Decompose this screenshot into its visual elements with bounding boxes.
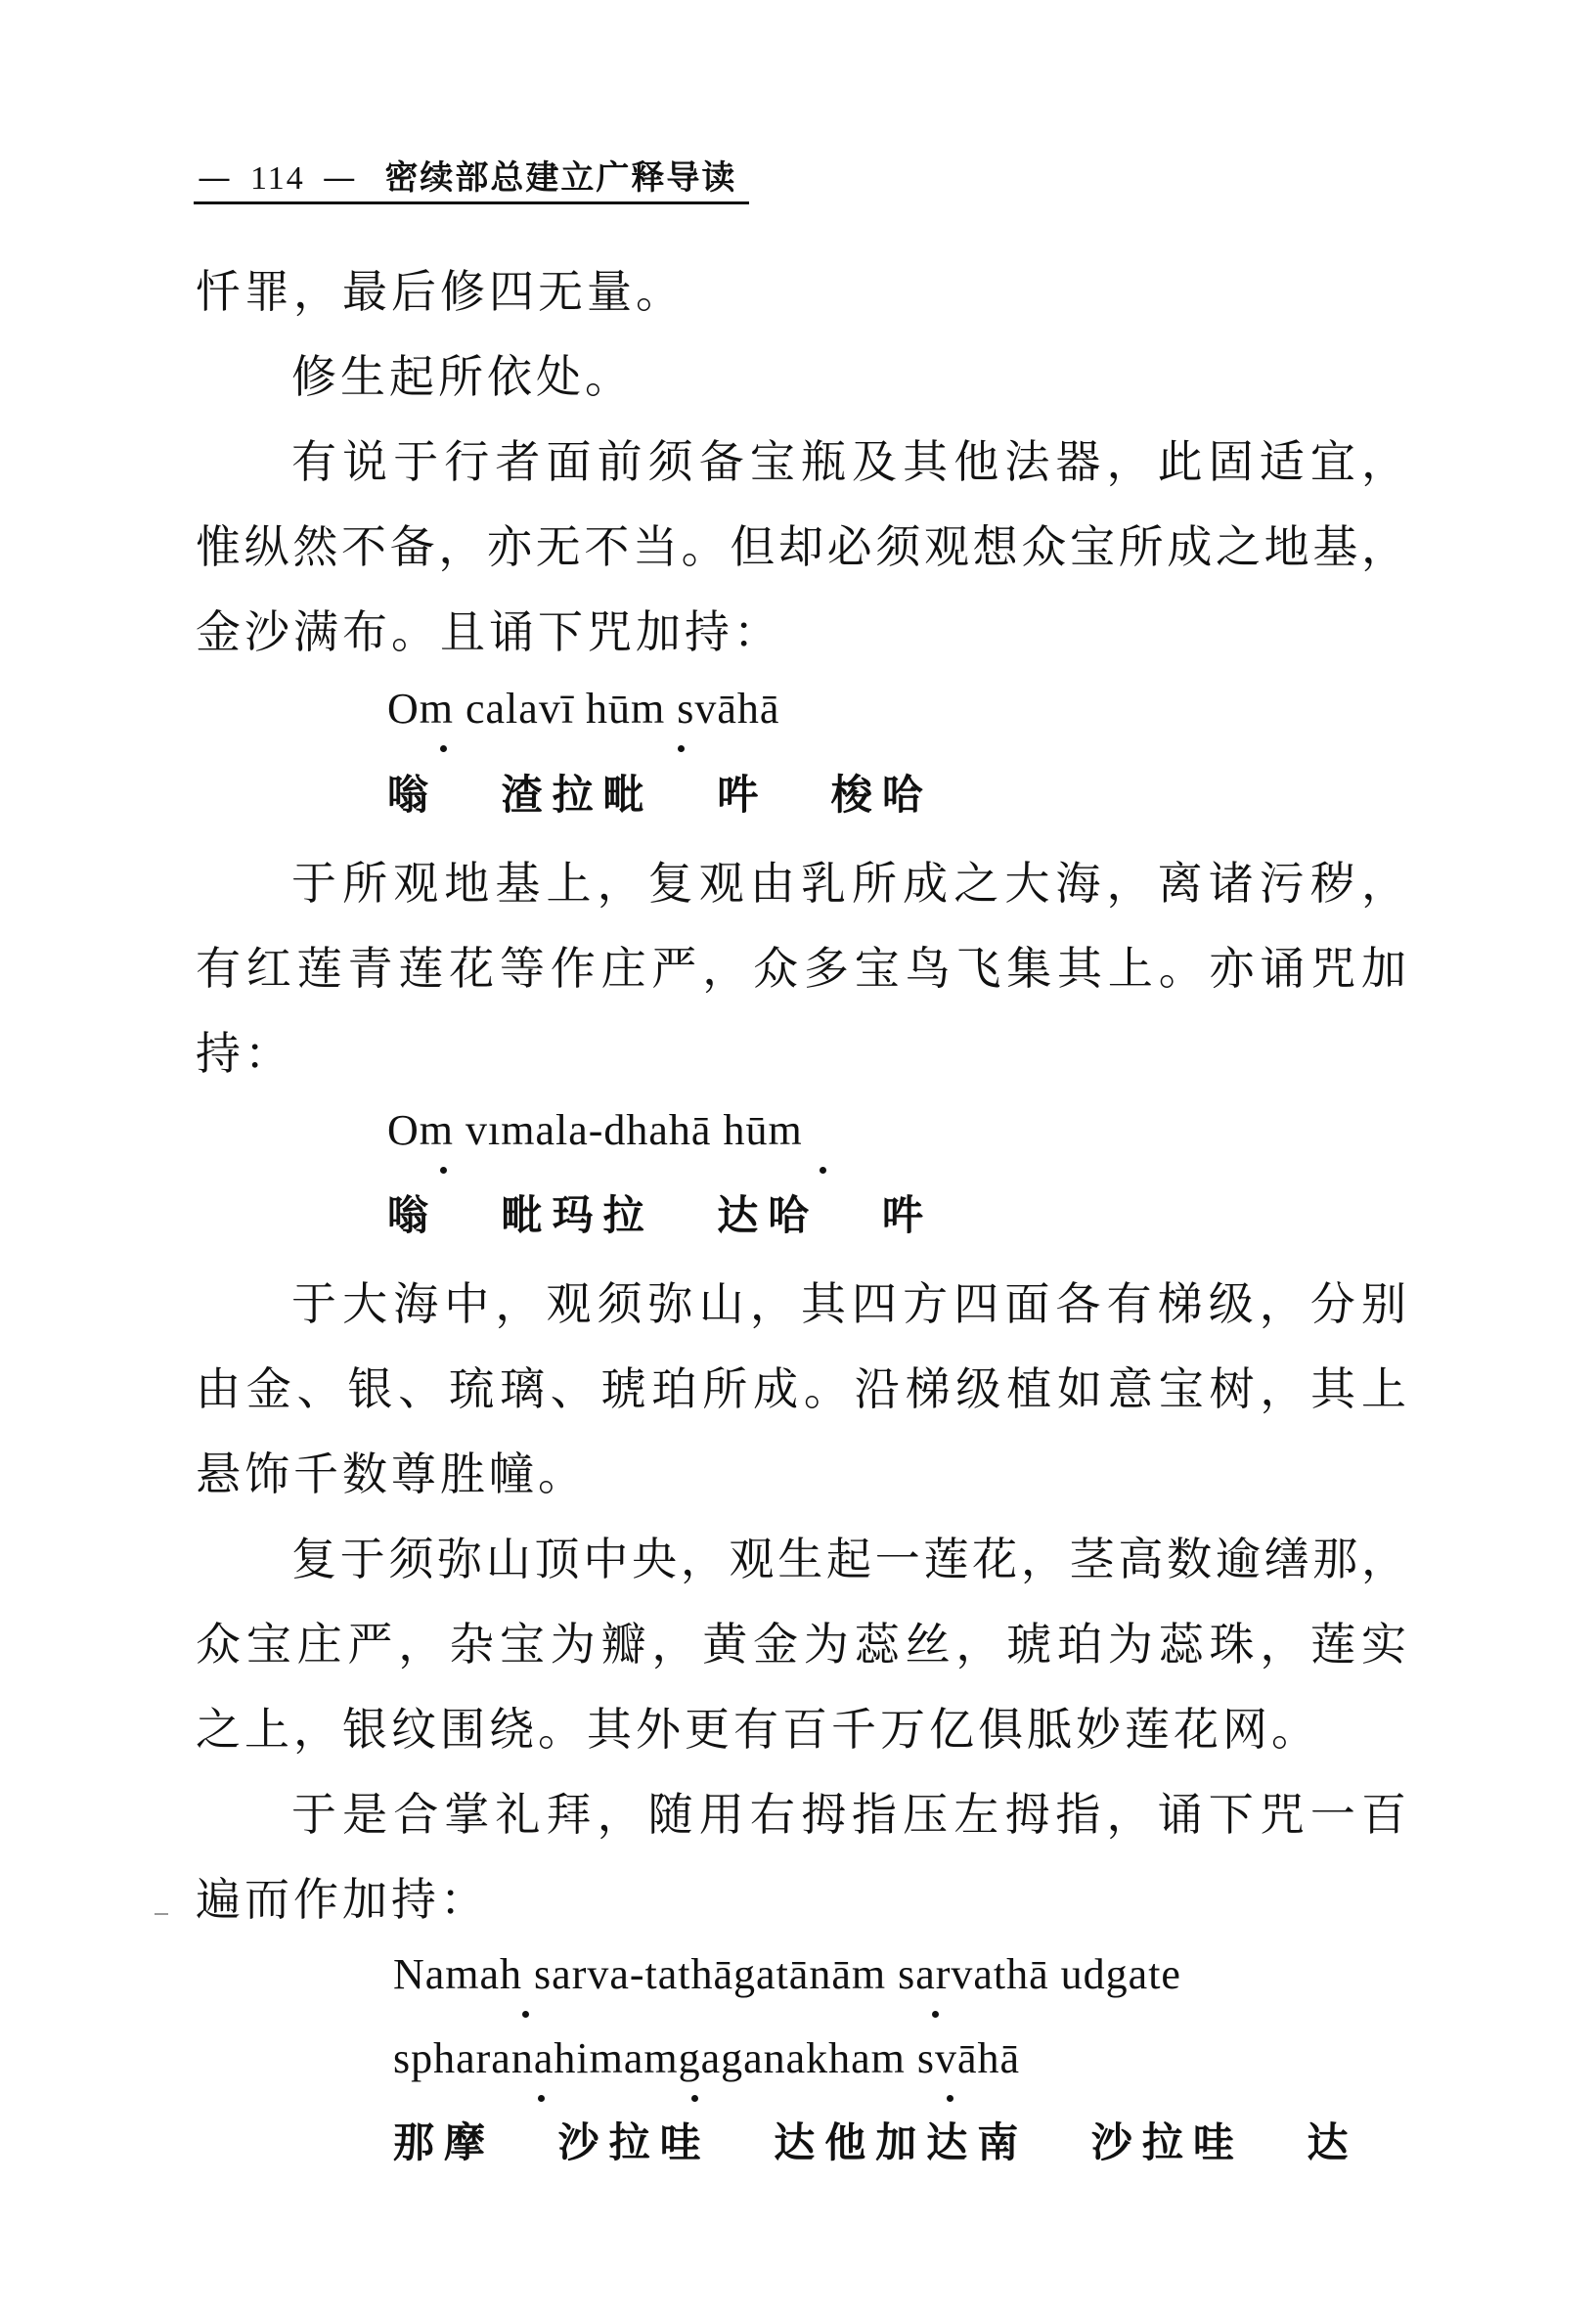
text-line: 持： [196, 1027, 293, 1080]
underdot-mark [440, 1167, 447, 1174]
header-dash-right: — [322, 158, 358, 198]
text-line: 由金、银、琉璃、琥珀所成。沿梯级植如意宝树，其上 [196, 1362, 1408, 1415]
mantra-roman: Namah sarva-tathāgatānām sarvathā udgate [393, 1950, 1181, 1998]
header-rule [194, 201, 749, 204]
header-dash-left: — [198, 158, 233, 198]
underdot-mark [947, 2095, 953, 2102]
text-line: 遍而作加持： [196, 1873, 489, 1926]
text-line: 于是合掌礼拜，随用右拇指压左拇指，诵下咒一百 [291, 1788, 1408, 1841]
text-line: 修生起所依处。 [291, 350, 634, 403]
mantra-chinese: 那摩 沙拉哇 达他加达南 沙拉哇 达 [393, 2118, 1358, 2166]
text-line: 于所观地基上，复观由乳所成之大海，离诸污秽， [291, 857, 1408, 910]
text-line: 于大海中，观须弥山，其四方四面各有梯级，分别 [291, 1277, 1408, 1330]
text-line: 金沙满布。且诵下咒加持： [196, 605, 782, 658]
underdot-mark [691, 2095, 698, 2102]
underdot-mark [440, 745, 447, 752]
text-line: 之上，银纹围绕。其外更有百千万亿俱胝妙莲花网。 [196, 1703, 1320, 1756]
text-line: 众宝庄严，杂宝为瓣，黄金为蕊丝，琥珀为蕊珠，莲实 [196, 1618, 1408, 1671]
underdot-mark [932, 2011, 939, 2018]
mantra-roman: Om vımala-dhahā hūm [387, 1106, 803, 1154]
text-line: 忏罪，最后修四无量。 [196, 265, 685, 318]
mantra-roman: Om calavī hūm svāhā [387, 685, 780, 733]
running-header [198, 155, 736, 202]
text-line: 有说于行者面前须备宝瓶及其他法器，此固适宜， [291, 435, 1408, 488]
mantra-roman: spharanahimamgaganakham svāhā [393, 2034, 1021, 2082]
text-line: 复于须弥山顶中央，观生起一莲花，茎高数逾缮那， [291, 1533, 1408, 1585]
book-title: 密续部总建立广释导读 [384, 158, 737, 198]
underdot-mark [678, 745, 685, 752]
mantra-chinese: 嗡 毗玛拉 达哈 吽 [387, 1191, 933, 1239]
margin-mark [155, 1913, 168, 1915]
text-line: 悬饰千数尊胜幢。 [196, 1448, 587, 1500]
text-line: 惟纵然不备，亦无不当。但却必须观想众宝所成之地基， [196, 520, 1408, 573]
page-number: 114 [250, 160, 305, 197]
underdot-mark [820, 1167, 826, 1174]
underdot-mark [538, 2095, 545, 2102]
underdot-mark [522, 2011, 529, 2018]
mantra-chinese: 嗡 渣拉毗 吽 梭哈 [387, 771, 933, 819]
text-line: 有红莲青莲花等作庄严，众多宝鸟飞集其上。亦诵咒加 [196, 942, 1408, 995]
